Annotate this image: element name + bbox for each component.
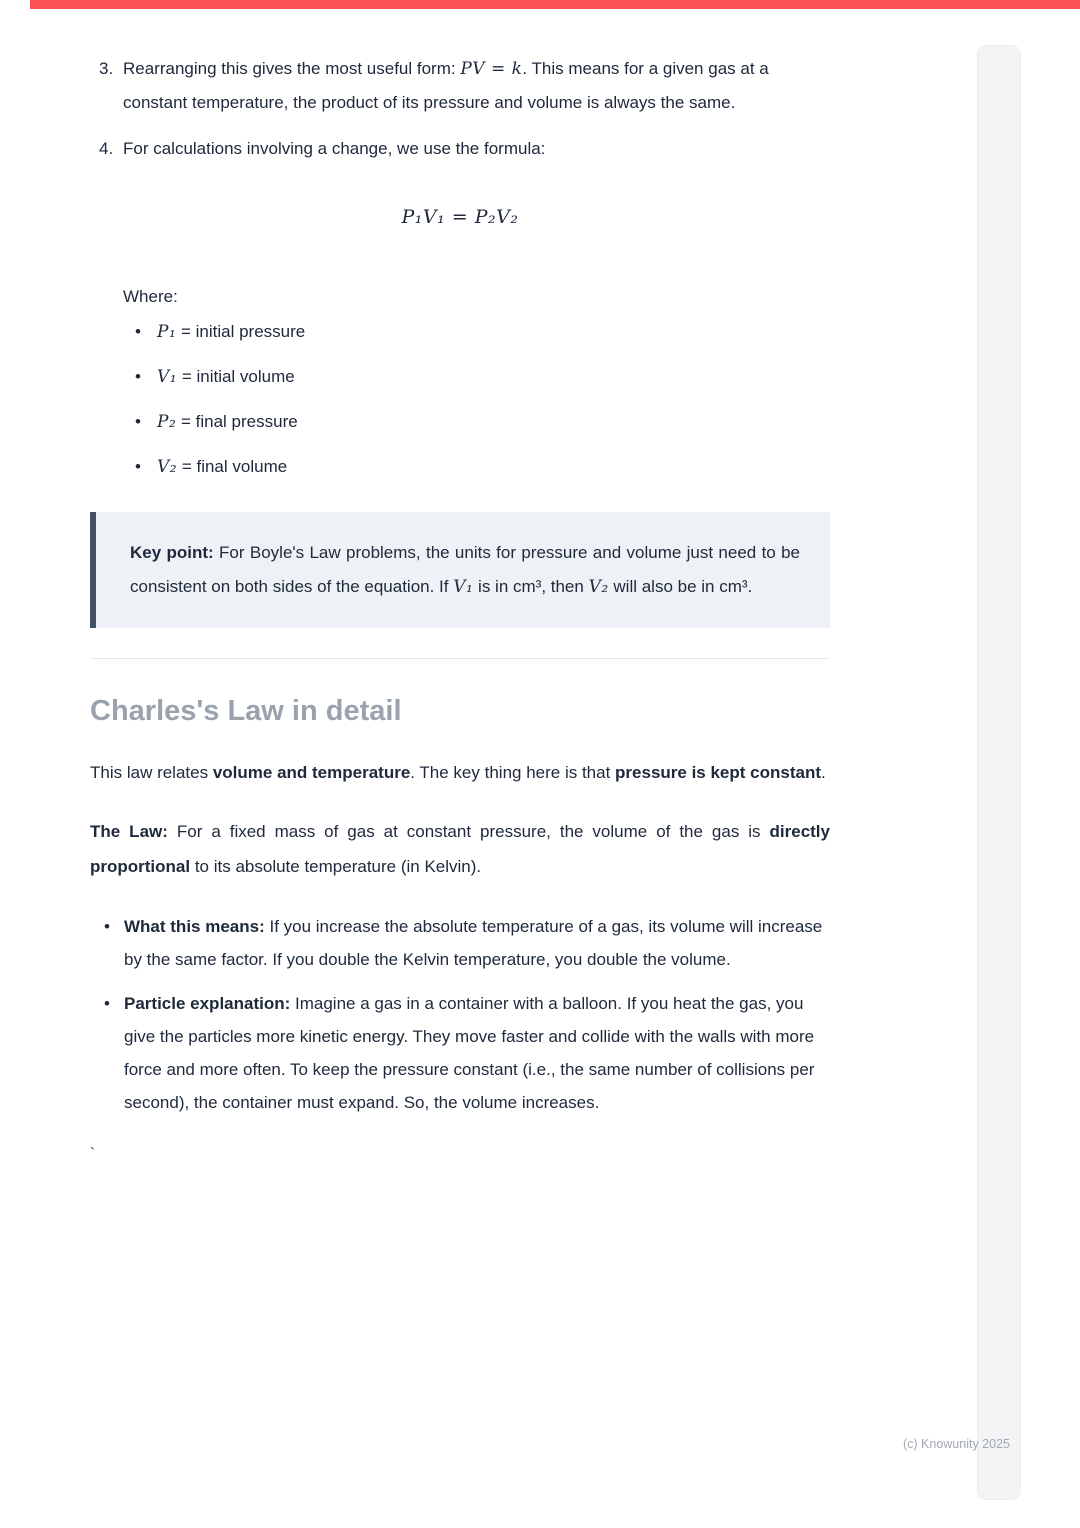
math-symbol: V₂ xyxy=(588,577,609,597)
callout-label: Key point: xyxy=(130,543,214,562)
top-accent-bar xyxy=(30,0,1080,9)
where-section xyxy=(123,280,830,484)
bold-segment: pressure is kept constant xyxy=(615,763,821,782)
key-point-callout xyxy=(90,512,830,628)
section-divider xyxy=(90,658,830,659)
math-block-p1v1-p2v2: P₁V₁ = P₂V₂ xyxy=(401,206,519,228)
bullet-text: If you increase the absolute temperature of a gas, its volume will increase by the same factor. If you double the Kelvin temperature, you double the volume. xyxy=(124,917,823,969)
text-segment: For Boyle's Law problems, the units for pressure and volume just need to be consistent on both sides of the equation. If xyxy=(130,543,800,596)
definition-text: = initial volume xyxy=(177,367,295,386)
bullet-item-what-this-means xyxy=(104,910,830,976)
math-symbol: V₁ xyxy=(453,577,474,597)
math-symbol: V₂ xyxy=(157,457,178,477)
math-inline-pv-k: PV = k xyxy=(460,59,523,79)
item-number: 4. xyxy=(99,139,114,158)
text-segment: . This means for a given gas at a constant temperature, the product of its pressure and volume is always the same. xyxy=(123,59,769,112)
bold-segment: directly proportional xyxy=(90,822,830,876)
text-segment: is in cm³, then xyxy=(473,577,589,596)
text-segment: to its absolute temperature (in Kelvin). xyxy=(190,857,482,876)
numbered-item-4 xyxy=(90,132,830,165)
where-item xyxy=(135,315,830,349)
definition-text: = final pressure xyxy=(176,412,298,431)
item-number: 3. xyxy=(99,59,114,78)
bold-segment: The Law: xyxy=(90,822,168,841)
text-segment: This law relates xyxy=(90,763,213,782)
footer-copyright: (c) Knowunity 2025 xyxy=(902,1437,1010,1451)
where-item xyxy=(135,450,830,484)
text-segment: For a fixed mass of gas at constant pressure, the volume of the gas is xyxy=(167,822,770,841)
scrollbar-track[interactable] xyxy=(977,45,1021,1500)
document-page xyxy=(90,52,830,1170)
numbered-item-3 xyxy=(90,52,830,119)
formula-display xyxy=(90,201,830,234)
item-text: For calculations involving a change, we use the formula: xyxy=(123,139,546,158)
paragraph-intro xyxy=(90,755,830,790)
item-text xyxy=(123,52,830,119)
text-segment: . xyxy=(821,763,826,782)
where-item xyxy=(135,405,830,439)
text-segment: Rearranging this gives the most useful form: xyxy=(123,59,461,78)
bullet-label: What this means: xyxy=(124,917,265,936)
math-symbol: V₁ xyxy=(157,367,178,387)
text-segment: . The key thing here is that xyxy=(410,763,616,782)
bullet-text: Imagine a gas in a container with a balloon. If you heat the gas, you give the particles more kinetic energy. They move faster and collide with the walls with more force and more often. To keep the pressure constant (i.e., the same number of collisions per second), the container must expand. So, the volume increases. xyxy=(124,994,815,1112)
section-heading-charles-law: Charles's Law in detail xyxy=(90,695,402,727)
charles-bullet-list xyxy=(90,910,830,1119)
text-segment: will also be in cm³. xyxy=(608,577,753,596)
where-list xyxy=(135,315,830,484)
math-symbol: P₂ xyxy=(157,412,177,432)
definition-text: = final volume xyxy=(177,457,288,476)
definition-text: = initial pressure xyxy=(176,322,306,341)
bold-segment: volume and temperature xyxy=(212,763,411,782)
stray-backtick: ` xyxy=(90,1145,95,1162)
where-item xyxy=(135,360,830,394)
paragraph-the-law xyxy=(90,814,830,884)
bullet-label: Particle explanation: xyxy=(124,994,291,1013)
bullet-item-particle-explanation xyxy=(104,987,830,1119)
math-symbol: P₁ xyxy=(157,322,177,342)
where-label: Where: xyxy=(123,287,178,306)
